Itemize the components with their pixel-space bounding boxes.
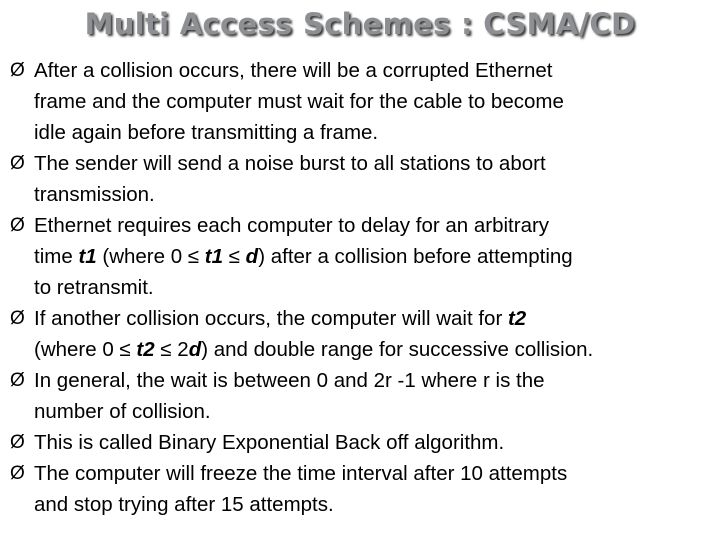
- bullet-text-line: transmission.: [34, 183, 155, 206]
- bullet-text-line: idle again before transmitting a frame.: [34, 121, 379, 144]
- arrow-bullet-icon: Ø: [10, 370, 25, 391]
- bullet-item: [10, 458, 715, 520]
- text-run: (where 0 ≤: [96, 245, 205, 268]
- bullet-text-line: frame and the computer must wait for the cable to become: [34, 90, 564, 113]
- arrow-bullet-icon: Ø: [10, 463, 25, 484]
- bullet-item: [10, 365, 715, 427]
- arrow-bullet-icon: Ø: [10, 60, 25, 81]
- variable-d: d: [245, 245, 259, 268]
- slide-title: Multi Access Schemes : CSMA/CD: [84, 7, 636, 41]
- bullet-text-line: This is called Binary Exponential Back off algorithm.: [34, 431, 505, 454]
- arrow-bullet-icon: Ø: [10, 432, 25, 453]
- bullet-text-line: [34, 303, 715, 334]
- bullet-list: [10, 55, 715, 520]
- arrow-bullet-icon: Ø: [10, 308, 25, 329]
- variable-t1: t1: [204, 245, 224, 268]
- bullet-item: [10, 55, 715, 148]
- text-run: (where 0 ≤: [34, 338, 137, 361]
- bullet-text-line: to retransmit.: [34, 276, 154, 299]
- bullet-text-line: Ethernet requires each computer to delay for an arbitrary: [34, 214, 550, 237]
- bullet-text-line: After a collision occurs, there will be a corrupted Ethernet: [34, 59, 553, 82]
- bullet-text-line: The sender will send a noise burst to all stations to abort: [34, 152, 546, 175]
- bullet-text-line: The computer will freeze the time interval after 10 attempts: [34, 462, 568, 485]
- variable-t2: t2: [136, 338, 155, 361]
- bullet-item: [10, 210, 715, 303]
- text-run: If another collision occurs, the computer will wait for: [34, 307, 508, 330]
- text-run: ≤ 2: [154, 338, 189, 361]
- bullet-text-line: number of collision.: [34, 400, 211, 423]
- bullet-text-line: [34, 334, 715, 365]
- arrow-bullet-icon: Ø: [10, 215, 25, 236]
- text-run: ≤: [223, 245, 246, 268]
- text-run: ) and double range for successive collision.: [201, 338, 594, 361]
- bullet-item: [10, 303, 715, 365]
- bullet-item: [10, 148, 715, 210]
- arrow-bullet-icon: Ø: [10, 153, 25, 174]
- bullet-item: [10, 427, 715, 458]
- text-run: ) after a collision before attempting: [258, 245, 573, 268]
- variable-t2: t2: [507, 307, 527, 330]
- text-run: time: [34, 245, 79, 268]
- bullet-text-line: In general, the wait is between 0 and 2r -1 where r is the: [34, 369, 545, 392]
- bullet-text-line: [34, 241, 715, 272]
- variable-d: d: [188, 338, 202, 361]
- bullet-text-line: and stop trying after 15 attempts.: [34, 493, 334, 516]
- variable-t1: t1: [78, 245, 97, 268]
